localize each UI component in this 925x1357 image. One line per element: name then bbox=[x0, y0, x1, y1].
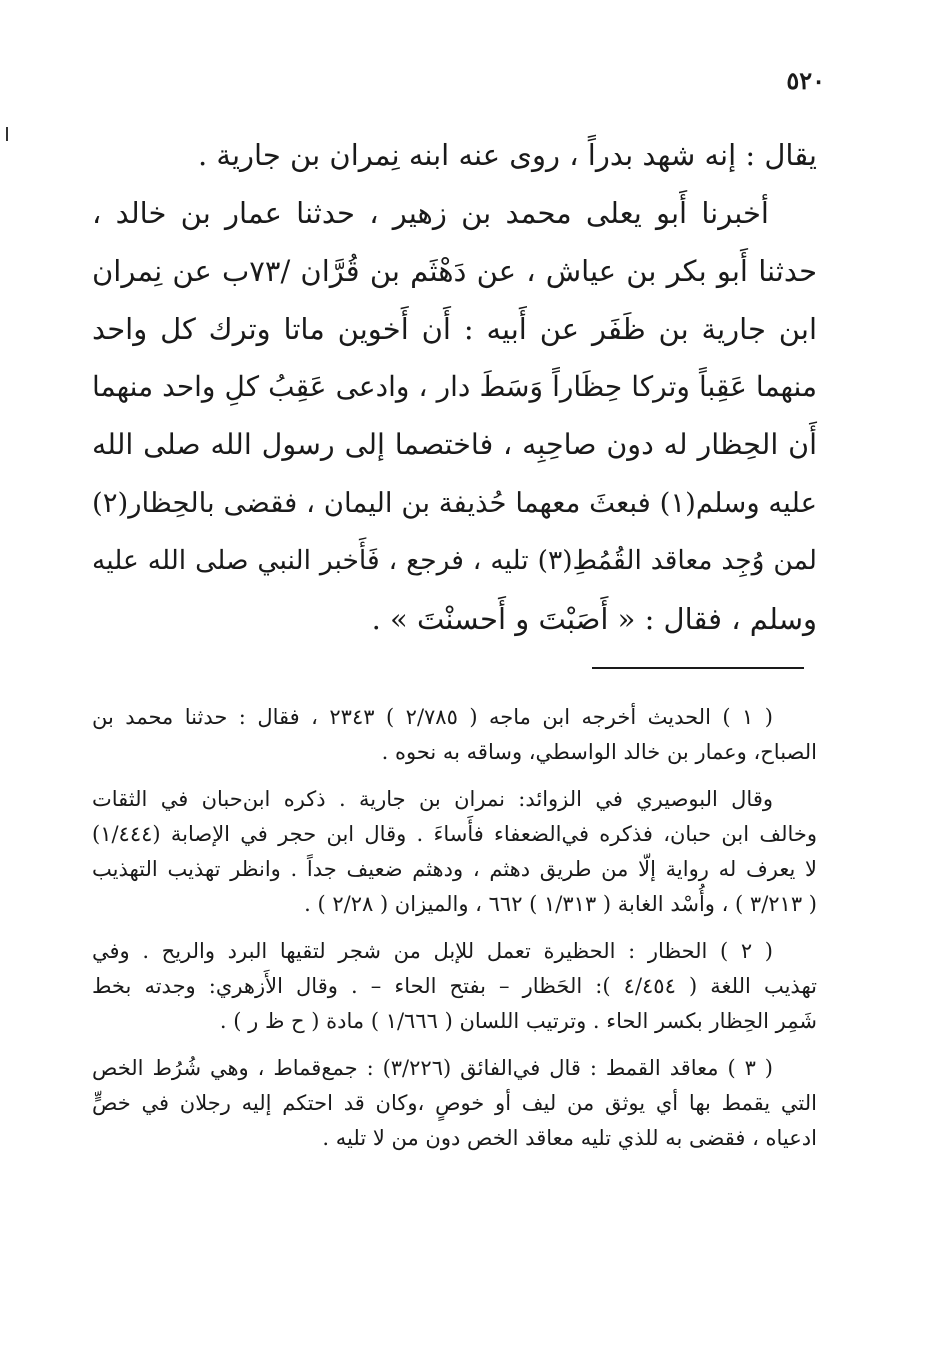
page-number: ٥٢٠ bbox=[786, 66, 825, 95]
footnote-line: وخالف ابن حبان، فذكره في‌الضعفاء فأَساءَ . وقال ابن حجر في الإصابة (١/٤٤٤) bbox=[92, 822, 817, 846]
footnote-line: تهذيب اللغة ( ٤/٤٥٤ ): الحَظار – بفتح الحاء – . وقال الأَزهري: وجدته بخط bbox=[92, 974, 817, 998]
footnote-line: ( ١ ) الحديث أخرجه ابن ماجه ( ٢/٧٨٥ ) ٢٣٤٣ ، فقال : حدثنا محمد بن bbox=[92, 705, 773, 729]
footnote-1 bbox=[92, 700, 817, 770]
footnote-2 bbox=[92, 934, 817, 1039]
main-line: حدثنا أَبو بكر بن عياش ، عن دَهْثَم بن قُرَّان /٧٣ب عن نِمران bbox=[92, 254, 817, 288]
footnote-line: الصباح، وعمار بن خالد الواسطي، وساقه به نحوه . bbox=[381, 740, 817, 764]
main-line: عليه وسلم(١) فبعثَ معهما حُذيفة بن اليمان ، فقضى بالحِظار(٢) bbox=[92, 487, 817, 519]
main-line: وسلم ، فقال : « أَصَبْتَ و أَحسنْتَ » . bbox=[371, 602, 817, 636]
footnote-line: وقال البوصيري في الزوائد: نمران بن جارية . ذكره ابن‌حبان في الثقات bbox=[92, 787, 773, 811]
footnote-divider bbox=[592, 667, 804, 669]
footnote-line: ( ٢ ) الحظار : الحظيرة تعمل للإبل من شجر لتقيها البرد والريح . وفي bbox=[92, 939, 773, 963]
main-line: أَن الحِظار له دون صاحِبِه ، فاختصما إلى رسول الله صلى الله bbox=[92, 428, 817, 461]
main-text bbox=[92, 126, 817, 648]
main-line: ابن جارية بن ظَفَر عن أَبيه : أَن أَخوين ماتا وترك كل واحد bbox=[92, 312, 817, 346]
margin-mark bbox=[6, 127, 8, 141]
main-line: منهما عَقِباً وتركا حِظَاراً وَسَطَ دار ، وادعى عَقِبُ كلِ واحد منهما bbox=[92, 370, 817, 403]
footnote-line: شَمِر الحِظار بكسر الحاء . وترتيب اللسان ( ١/٦٦٦ ) مادة ( ح ظ ر ) . bbox=[219, 1009, 817, 1033]
footnote-line: التي يقمط بها أي يوثق من ليف أو خوصٍ ،وكان قد احتكم إليه رجلان في خصٍّ bbox=[92, 1091, 817, 1115]
main-line: يقال : إنه شهد بدراً ، روى عنه ابنه نِمران بن جارية . bbox=[198, 138, 817, 172]
footnote-line: لا يعرف له رواية إلّا من طريق دهثم ، ودهثم ضعيف جداً . وانظر تهذيب التهذيب bbox=[92, 857, 817, 881]
footnotes bbox=[92, 700, 817, 1156]
footnote-line: ( ٣/٢١٣ ) ، وأُسْد الغابة ( ١/٣١٣ ) ٦٦٢ ، والميزان ( ٢/٢٨ ) . bbox=[304, 892, 817, 916]
footnote-3 bbox=[92, 1051, 817, 1156]
footnote-1-continued bbox=[92, 782, 817, 922]
footnote-line: ( ٣ ) معاقد القمط : قال في‌الفائق (٣/٢٢٦) : جمع‌قماط ، وهي شُرُط الخص bbox=[92, 1056, 773, 1080]
main-line: لمن وُجِد معاقد القُمُطِ(٣) تليه ، فرجع ، فَأَخبر النبي صلى الله عليه bbox=[92, 545, 817, 576]
footnote-line: ادعياه ، فقضى به للذي تليه معاقد الخص دون من لا تليه . bbox=[322, 1126, 817, 1150]
main-line: أخبرنا أَبو يعلى محمد بن زهير ، حدثنا عمار بن خالد ، bbox=[92, 196, 769, 230]
